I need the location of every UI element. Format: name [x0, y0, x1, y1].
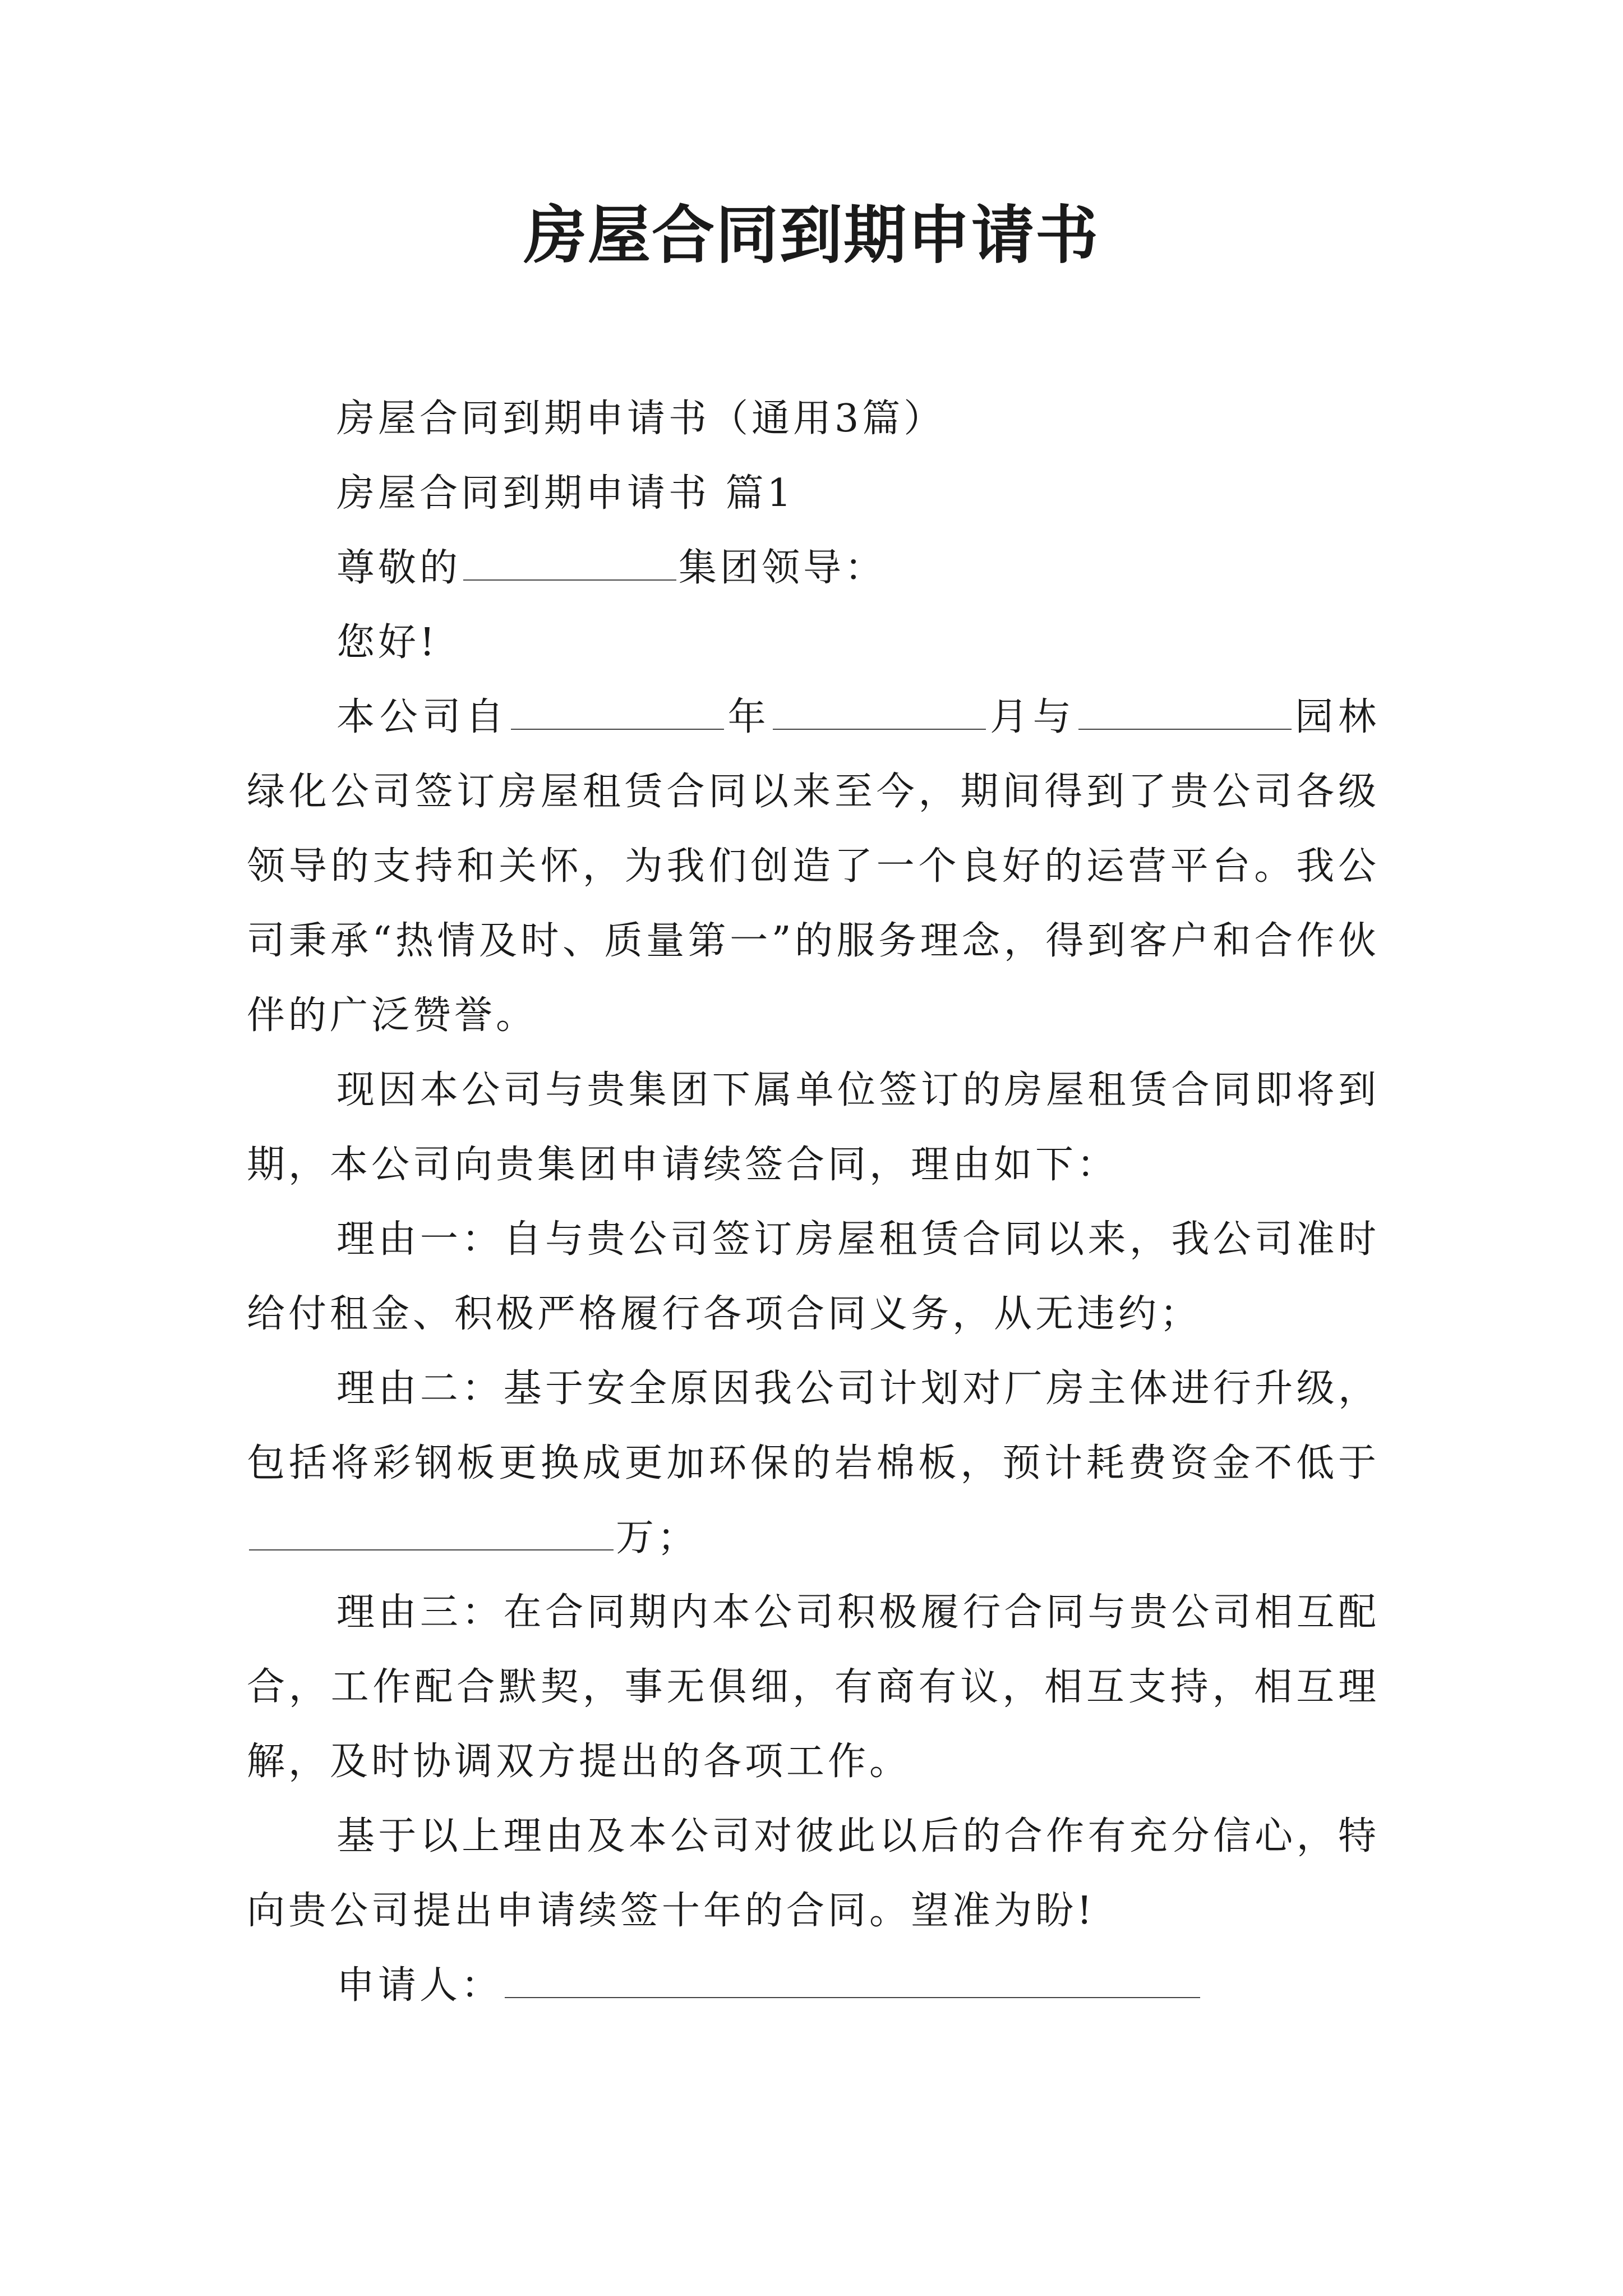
reason2-part-a: 理由二：基于安全原因我公司计划对厂房主体进行升级，包括将彩钢板更换成更加环保的岩棉板，预计耗费资金不低于 [247, 1366, 1380, 1485]
para1-part-c: 月与 [988, 695, 1076, 739]
para1-part-a: 本公司自 [336, 695, 509, 739]
para1-part-b: 年 [726, 695, 771, 739]
conclusion: 基于以上理由及本公司对彼此以后的合作有充分信心，特向贵公司提出申请续签十年的合同。望准为盼! [247, 1814, 1380, 1933]
reason-two [247, 1351, 1380, 1575]
applicant-line [247, 1948, 1380, 2023]
applicant-label: 申请人： [336, 1963, 503, 2008]
reason2-part-b: 万； [616, 1516, 699, 1560]
reason-one: 理由一：自与贵公司签订房屋租赁合同以来，我公司准时给付租金、积极严格履行各项合同义务，从无违约； [247, 1217, 1380, 1336]
document-subtitle: 房屋合同到期申请书（通用3篇） [336, 397, 946, 441]
salutation-suffix: 集团领导： [679, 546, 887, 590]
amount-blank [249, 1517, 614, 1550]
greeting: 您好! [336, 620, 439, 665]
year-blank [511, 696, 724, 730]
salutation [247, 531, 1380, 605]
recipient-blank [463, 547, 676, 581]
salutation-prefix: 尊敬的 [336, 546, 462, 590]
month-blank [773, 696, 986, 730]
reason-three: 理由三：在合同期内本公司积极履行合同与贵公司相互配合，工作配合默契，事无俱细，有商有议，相互支持，相互理解，及时协调双方提出的各项工作。 [247, 1590, 1380, 1784]
para1-part-d: 园林绿化公司签订房屋租赁合同以来至今，期间得到了贵公司各级领导的支持和关怀，为我们创造了一个良好的运营平台。我公司秉承“热情及时、质量第一”的服务理念，得到客户和合作伙伴的广泛赞誉。 [247, 695, 1380, 1038]
section-heading: 房屋合同到期申请书 篇1 [336, 471, 795, 516]
paragraph-request: 现因本公司与贵集团下属单位签订的房屋租赁合同即将到期，本公司向贵集团申请续签合同，理由如下： [247, 1068, 1380, 1187]
applicant-blank [505, 1964, 1200, 1998]
paragraph-intro [247, 680, 1380, 1053]
document-body [247, 381, 1380, 2023]
company-blank [1078, 696, 1292, 730]
document-title: 房屋合同到期申请书 [524, 199, 1099, 272]
